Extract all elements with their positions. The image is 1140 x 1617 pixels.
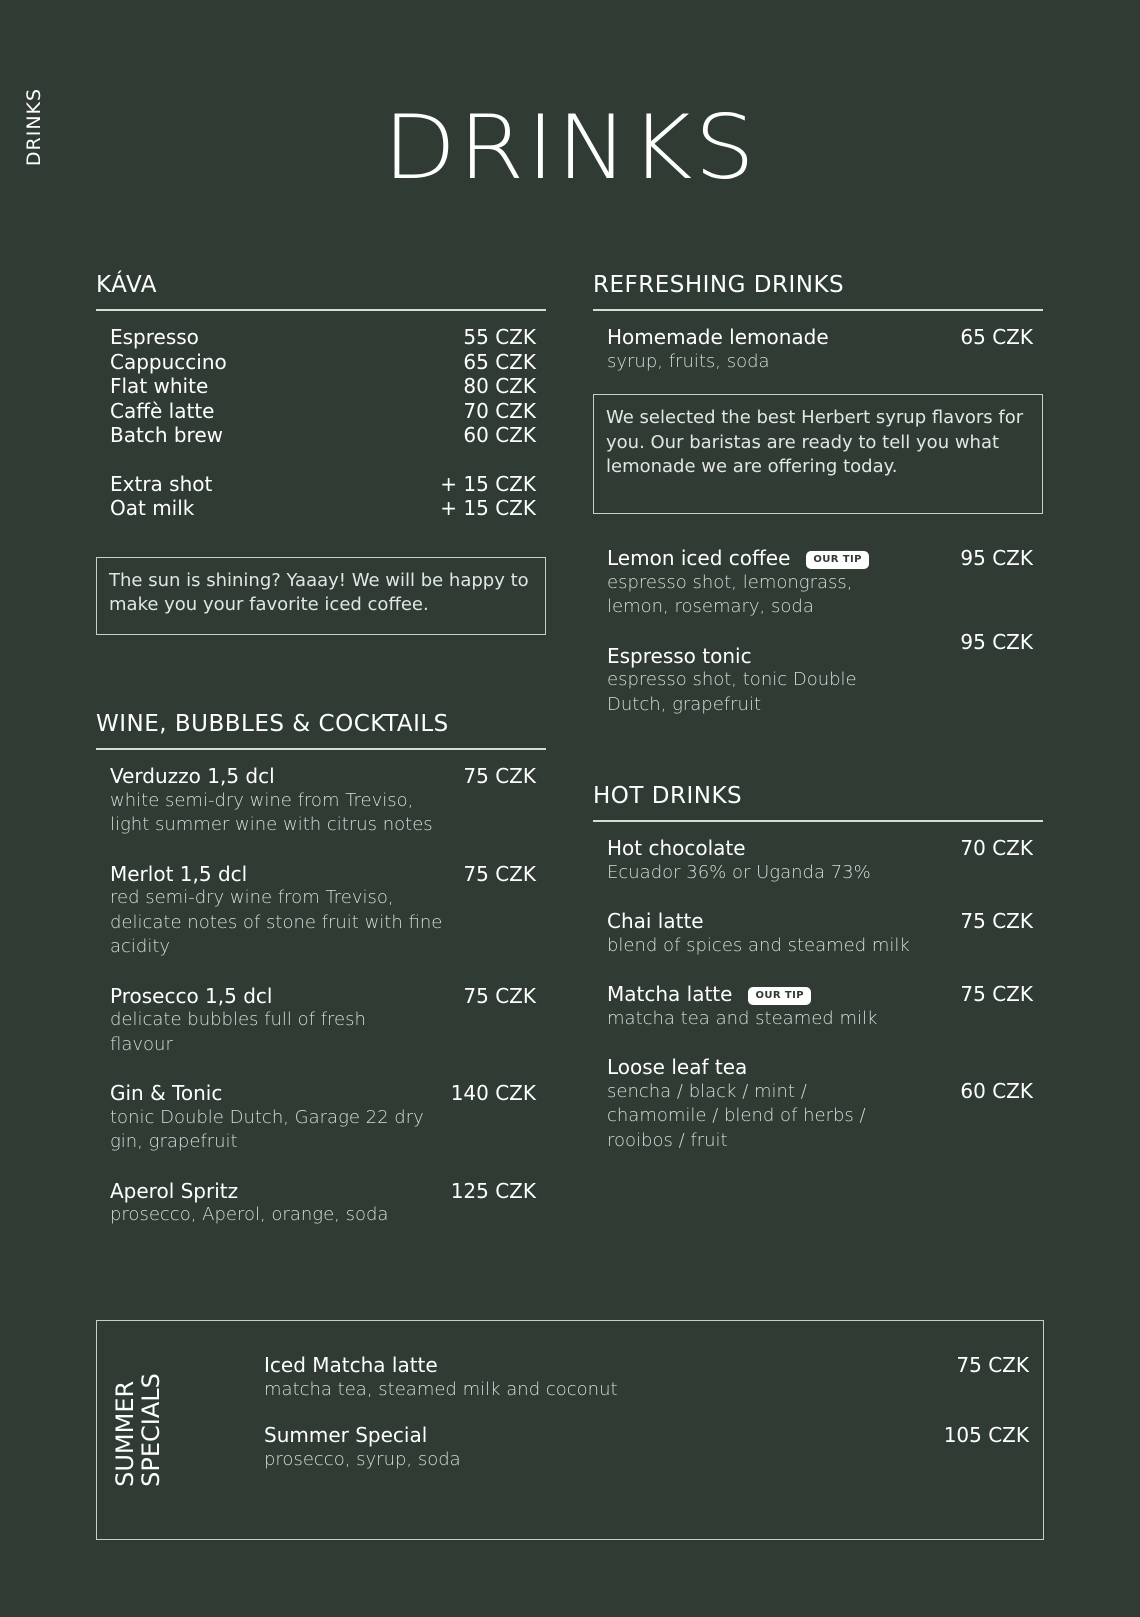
summer-label-line2: SPECIALS bbox=[137, 1373, 166, 1487]
item-price: 70 CZK bbox=[463, 398, 536, 423]
item-price: 95 CZK bbox=[960, 546, 1033, 570]
item-name bbox=[607, 546, 869, 571]
section-heading-refreshing: REFRESHING DRINKS bbox=[593, 272, 1043, 311]
item-price: + 15 CZK bbox=[440, 496, 536, 520]
menu-item-flat-white bbox=[110, 374, 536, 399]
item-name: Summer Special bbox=[264, 1423, 428, 1447]
menu-item-espresso-tonic bbox=[607, 629, 1033, 718]
section-wine bbox=[96, 711, 546, 1228]
item-name: Iced Matcha latte bbox=[264, 1353, 438, 1377]
item-description: espresso shot, tonic Double Dutch, grapefruit bbox=[607, 669, 857, 715]
item-price: 105 CZK bbox=[943, 1423, 1029, 1447]
our-tip-badge: OUR TIP bbox=[748, 987, 810, 1005]
item-name: Batch brew bbox=[110, 423, 223, 447]
section-heading-kava: KÁVA bbox=[96, 272, 546, 311]
item-price: 75 CZK bbox=[463, 764, 536, 788]
menu-item-oat-milk bbox=[110, 496, 536, 521]
menu-item-summer-special bbox=[264, 1423, 1029, 1472]
page-title: DRINKS bbox=[383, 96, 757, 199]
item-name: Extra shot bbox=[110, 471, 213, 496]
item-description: syrup, fruits, soda bbox=[607, 350, 770, 372]
item-name: Aperol Spritz bbox=[110, 1178, 239, 1203]
item-description: red semi-dry wine from Treviso, delicate notes of stone fruit with fine acidity bbox=[110, 887, 443, 957]
menu-item-loose-leaf-tea bbox=[607, 1055, 1033, 1153]
menu-item-iced-matcha-latte bbox=[264, 1353, 1029, 1402]
kava-list bbox=[96, 311, 546, 521]
item-name: Gin & Tonic bbox=[110, 1081, 223, 1105]
item-price: 75 CZK bbox=[956, 1353, 1029, 1377]
item-name bbox=[607, 982, 811, 1007]
item-price: 65 CZK bbox=[463, 349, 536, 374]
item-price: 70 CZK bbox=[960, 836, 1033, 860]
section-heading-wine: WINE, BUBBLES & COCKTAILS bbox=[96, 711, 546, 750]
item-name-text: Lemon iced coffee bbox=[607, 546, 791, 570]
menu-item-matcha-latte bbox=[607, 982, 1033, 1031]
summer-specials-box bbox=[96, 1320, 1044, 1540]
item-name: Oat milk bbox=[110, 496, 195, 520]
item-description: prosecco, syrup, soda bbox=[264, 1448, 461, 1470]
item-name: Espresso tonic bbox=[607, 643, 752, 668]
item-price: 60 CZK bbox=[463, 423, 536, 447]
item-name: Homemade lemonade bbox=[607, 325, 829, 349]
menu-item-hot-chocolate bbox=[607, 836, 1033, 885]
menu-item-gin-tonic bbox=[110, 1081, 536, 1155]
item-description: espresso shot, lemongrass, lemon, rosemary, soda bbox=[607, 571, 853, 617]
item-price: 75 CZK bbox=[463, 861, 536, 886]
item-price: + 15 CZK bbox=[440, 471, 536, 496]
item-name: Chai latte bbox=[607, 909, 704, 933]
section-hot bbox=[593, 783, 1043, 1153]
item-price: 75 CZK bbox=[960, 982, 1033, 1006]
side-label-text: DRINKS bbox=[23, 87, 46, 167]
item-description: delicate bubbles full of fresh flavour bbox=[110, 1009, 366, 1055]
section-heading-hot: HOT DRINKS bbox=[593, 783, 1043, 822]
item-price: 65 CZK bbox=[960, 325, 1033, 349]
item-description: prosecco, Aperol, orange, soda bbox=[110, 1204, 389, 1225]
item-price: 60 CZK bbox=[960, 1079, 1033, 1103]
item-description: matcha tea, steamed milk and coconut bbox=[264, 1378, 618, 1400]
refreshing-list-2 bbox=[593, 514, 1043, 717]
menu-item-espresso bbox=[110, 325, 536, 350]
kava-note: The sun is shining? Yaaay! We will be happy to make you your favorite iced coffee. bbox=[96, 557, 546, 635]
menu-item-caffe-latte bbox=[110, 399, 536, 424]
item-name: Prosecco 1,5 dcl bbox=[110, 983, 273, 1008]
item-price: 140 CZK bbox=[450, 1081, 536, 1105]
item-description: blend of spices and steamed milk bbox=[607, 934, 910, 956]
our-tip-badge: OUR TIP bbox=[806, 551, 868, 569]
menu-item-extra-shot bbox=[110, 472, 536, 497]
item-price: 75 CZK bbox=[960, 909, 1033, 933]
menu-item-merlot bbox=[110, 862, 536, 960]
menu-item-batch-brew bbox=[110, 423, 536, 448]
item-description: sencha / black / mint / chamomile / blend of herbs / rooibos / fruit bbox=[607, 1080, 866, 1151]
menu-item-verduzzo bbox=[110, 764, 536, 838]
menu-item-cappuccino bbox=[110, 350, 536, 375]
refreshing-list bbox=[593, 311, 1043, 374]
item-price: 80 CZK bbox=[463, 374, 536, 398]
item-description: Ecuador 36% or Uganda 73% bbox=[607, 861, 871, 883]
section-refreshing bbox=[593, 272, 1043, 717]
item-name: Verduzzo 1,5 dcl bbox=[110, 764, 275, 788]
item-name: Cappuccino bbox=[110, 349, 227, 374]
item-description: tonic Double Dutch, Garage 22 dry gin, grapefruit bbox=[110, 1106, 424, 1152]
item-price: 55 CZK bbox=[463, 325, 536, 349]
item-name: Hot chocolate bbox=[607, 836, 746, 860]
hot-list bbox=[593, 822, 1043, 1153]
menu-item-chai-latte bbox=[607, 909, 1033, 958]
item-name: Flat white bbox=[110, 374, 209, 398]
menu-item-aperol-spritz bbox=[110, 1179, 536, 1228]
wine-list bbox=[96, 750, 546, 1228]
section-kava bbox=[96, 272, 546, 635]
item-description: white semi-dry wine from Treviso, light summer wine with citrus notes bbox=[110, 789, 433, 835]
item-price: 75 CZK bbox=[463, 983, 536, 1008]
item-price: 125 CZK bbox=[450, 1178, 536, 1203]
item-name: Loose leaf tea bbox=[607, 1055, 748, 1079]
lemonade-note: We selected the best Herbert syrup flavors for you. Our baristas are ready to tell you what lemonade we are offering today. bbox=[593, 394, 1043, 514]
item-name-text: Matcha latte bbox=[607, 982, 733, 1006]
menu-item-prosecco bbox=[110, 984, 536, 1058]
item-name: Caffè latte bbox=[110, 398, 215, 423]
menu-item-lemonade bbox=[607, 325, 1033, 374]
menu-item-lemon-iced-coffee bbox=[607, 546, 1033, 620]
item-name: Espresso bbox=[110, 325, 199, 349]
summer-items bbox=[264, 1353, 1029, 1472]
summer-specials-label bbox=[111, 1341, 165, 1519]
item-name: Merlot 1,5 dcl bbox=[110, 861, 248, 886]
item-price: 95 CZK bbox=[960, 629, 1033, 654]
summer-label-line1: SUMMER bbox=[111, 1380, 140, 1487]
item-description: matcha tea and steamed milk bbox=[607, 1007, 878, 1029]
